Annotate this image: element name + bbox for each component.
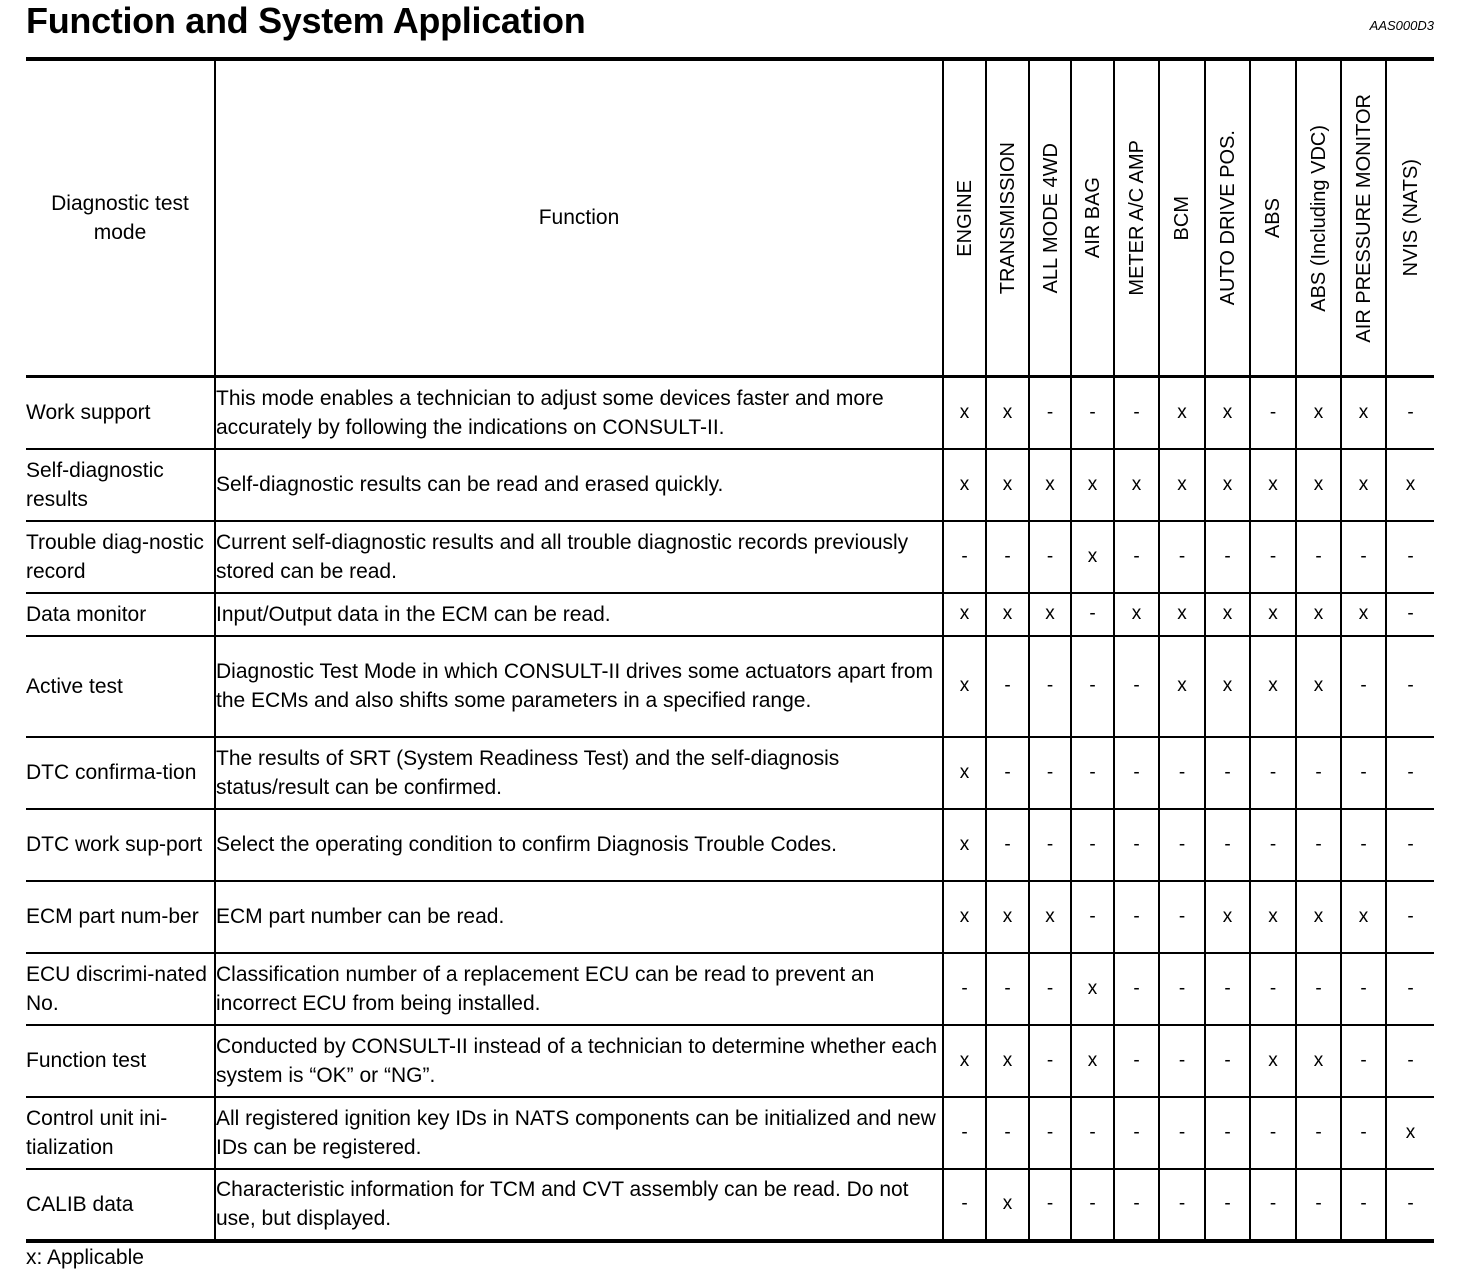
applicable-mark: x bbox=[1071, 449, 1114, 521]
not-applicable-mark: - bbox=[1159, 809, 1205, 881]
not-applicable-mark: - bbox=[1159, 953, 1205, 1025]
header-system-label: ALL MODE 4WD bbox=[1040, 142, 1062, 294]
not-applicable-mark: - bbox=[1071, 636, 1114, 737]
not-applicable-mark: - bbox=[943, 953, 986, 1025]
not-applicable-mark: - bbox=[1296, 1097, 1341, 1169]
not-applicable-mark: - bbox=[943, 1097, 986, 1169]
not-applicable-mark: - bbox=[1114, 881, 1159, 953]
applicable-mark: x bbox=[1386, 1097, 1434, 1169]
header-system-label: AIR BAG bbox=[1082, 177, 1104, 259]
not-applicable-mark: - bbox=[1071, 809, 1114, 881]
not-applicable-mark: - bbox=[1159, 881, 1205, 953]
not-applicable-mark: - bbox=[1205, 953, 1250, 1025]
applicable-mark: x bbox=[1205, 449, 1250, 521]
function-description-cell: Input/Output data in the ECM can be read. bbox=[215, 593, 943, 636]
not-applicable-mark: - bbox=[1205, 1025, 1250, 1097]
header-function: Function bbox=[215, 59, 943, 377]
header-system-label: TRANSMISSION bbox=[997, 141, 1019, 295]
table-row bbox=[26, 737, 1434, 809]
applicable-mark: x bbox=[1341, 881, 1386, 953]
function-description-cell: Classification number of a replacement ECU can be read to prevent an incorrect ECU from being installed. bbox=[215, 953, 943, 1025]
table-row bbox=[26, 1169, 1434, 1241]
not-applicable-mark: - bbox=[1341, 809, 1386, 881]
applicable-mark: x bbox=[943, 449, 986, 521]
not-applicable-mark: - bbox=[1114, 377, 1159, 449]
header-system bbox=[1296, 59, 1341, 377]
applicable-mark: x bbox=[1159, 593, 1205, 636]
header-system-label: NVIS (NATS) bbox=[1399, 159, 1422, 277]
not-applicable-mark: - bbox=[1341, 1169, 1386, 1241]
function-description-cell: Characteristic information for TCM and CVT assembly can be read. Do not use, but displayed. bbox=[215, 1169, 943, 1241]
function-description-cell: Diagnostic Test Mode in which CONSULT-II drives some actuators apart from the ECMs and also shifts some parameters in a specified range. bbox=[215, 636, 943, 737]
not-applicable-mark: - bbox=[1386, 1025, 1434, 1097]
diagnostic-mode-cell: Function test bbox=[26, 1025, 215, 1097]
header-system-label: AUTO DRIVE POS. bbox=[1216, 130, 1239, 306]
not-applicable-mark: - bbox=[1205, 1097, 1250, 1169]
not-applicable-mark: - bbox=[1250, 737, 1296, 809]
not-applicable-mark: - bbox=[1250, 377, 1296, 449]
legend-note: x: Applicable bbox=[26, 1246, 144, 1269]
document-code: AAS000D3 bbox=[1369, 18, 1434, 33]
table-row bbox=[26, 449, 1434, 521]
applicable-mark: x bbox=[1205, 881, 1250, 953]
not-applicable-mark: - bbox=[1071, 1169, 1114, 1241]
table-row bbox=[26, 881, 1434, 953]
not-applicable-mark: - bbox=[1205, 809, 1250, 881]
diagnostic-mode-cell: Self-diagnostic results bbox=[26, 449, 215, 521]
applicable-mark: x bbox=[1341, 593, 1386, 636]
applicable-mark: x bbox=[1386, 449, 1434, 521]
not-applicable-mark: - bbox=[1071, 737, 1114, 809]
not-applicable-mark: - bbox=[1029, 636, 1071, 737]
not-applicable-mark: - bbox=[1341, 953, 1386, 1025]
header-system bbox=[986, 59, 1029, 377]
not-applicable-mark: - bbox=[1114, 1025, 1159, 1097]
not-applicable-mark: - bbox=[1114, 953, 1159, 1025]
header-system bbox=[1386, 59, 1434, 377]
not-applicable-mark: - bbox=[986, 737, 1029, 809]
function-description-cell: Self-diagnostic results can be read and erased quickly. bbox=[215, 449, 943, 521]
table-row bbox=[26, 593, 1434, 636]
diagnostic-mode-cell: ECM part num-ber bbox=[26, 881, 215, 953]
applicable-mark: x bbox=[943, 377, 986, 449]
applicable-mark: x bbox=[1205, 377, 1250, 449]
not-applicable-mark: - bbox=[1114, 809, 1159, 881]
not-applicable-mark: - bbox=[986, 809, 1029, 881]
not-applicable-mark: - bbox=[1205, 1169, 1250, 1241]
applicable-mark: x bbox=[1296, 1025, 1341, 1097]
applicable-mark: x bbox=[1071, 1025, 1114, 1097]
header-system-label: ABS (Including VDC) bbox=[1307, 124, 1330, 312]
not-applicable-mark: - bbox=[1296, 953, 1341, 1025]
not-applicable-mark: - bbox=[1114, 1169, 1159, 1241]
not-applicable-mark: - bbox=[1159, 1097, 1205, 1169]
applicable-mark: x bbox=[943, 737, 986, 809]
not-applicable-mark: - bbox=[1296, 521, 1341, 593]
not-applicable-mark: - bbox=[1159, 1025, 1205, 1097]
table-row bbox=[26, 1025, 1434, 1097]
header-system bbox=[943, 59, 986, 377]
not-applicable-mark: - bbox=[1071, 593, 1114, 636]
applicable-mark: x bbox=[1159, 636, 1205, 737]
table-row bbox=[26, 953, 1434, 1025]
table-row bbox=[26, 1097, 1434, 1169]
applicable-mark: x bbox=[1159, 377, 1205, 449]
header-system bbox=[1341, 59, 1386, 377]
applicable-mark: x bbox=[943, 809, 986, 881]
not-applicable-mark: - bbox=[1114, 636, 1159, 737]
header-system bbox=[1114, 59, 1159, 377]
applicable-mark: x bbox=[943, 636, 986, 737]
table-row bbox=[26, 377, 1434, 449]
applicable-mark: x bbox=[1029, 449, 1071, 521]
not-applicable-mark: - bbox=[1250, 1169, 1296, 1241]
header-system-label: ABS bbox=[1262, 197, 1284, 239]
applicable-mark: x bbox=[1071, 953, 1114, 1025]
applicable-mark: x bbox=[986, 881, 1029, 953]
not-applicable-mark: - bbox=[1071, 881, 1114, 953]
page-title: Function and System Application bbox=[26, 0, 586, 41]
diagnostic-mode-cell: Data monitor bbox=[26, 593, 215, 636]
not-applicable-mark: - bbox=[986, 1097, 1029, 1169]
not-applicable-mark: - bbox=[1341, 1097, 1386, 1169]
diagnostic-mode-cell: Control unit ini-tialization bbox=[26, 1097, 215, 1169]
not-applicable-mark: - bbox=[1386, 636, 1434, 737]
applicable-mark: x bbox=[1296, 881, 1341, 953]
not-applicable-mark: - bbox=[1159, 1169, 1205, 1241]
not-applicable-mark: - bbox=[1341, 636, 1386, 737]
not-applicable-mark: - bbox=[986, 521, 1029, 593]
diagnostic-mode-cell: Active test bbox=[26, 636, 215, 737]
not-applicable-mark: - bbox=[1029, 737, 1071, 809]
not-applicable-mark: - bbox=[1071, 1097, 1114, 1169]
not-applicable-mark: - bbox=[1250, 521, 1296, 593]
not-applicable-mark: - bbox=[1296, 809, 1341, 881]
not-applicable-mark: - bbox=[1341, 521, 1386, 593]
applicable-mark: x bbox=[1296, 636, 1341, 737]
not-applicable-mark: - bbox=[1386, 809, 1434, 881]
applicable-mark: x bbox=[1114, 593, 1159, 636]
not-applicable-mark: - bbox=[1386, 521, 1434, 593]
not-applicable-mark: - bbox=[1296, 737, 1341, 809]
not-applicable-mark: - bbox=[1250, 953, 1296, 1025]
not-applicable-mark: - bbox=[943, 1169, 986, 1241]
not-applicable-mark: - bbox=[1386, 737, 1434, 809]
applicable-mark: x bbox=[1159, 449, 1205, 521]
not-applicable-mark: - bbox=[1029, 521, 1071, 593]
header-system-label: AIR PRESSURE MONITOR bbox=[1352, 93, 1375, 343]
function-system-table bbox=[26, 57, 1434, 1243]
function-description-cell: The results of SRT (System Readiness Test) and the self-diagnosis status/result can be confirmed. bbox=[215, 737, 943, 809]
function-description-cell: ECM part number can be read. bbox=[215, 881, 943, 953]
table-row bbox=[26, 809, 1434, 881]
not-applicable-mark: - bbox=[1341, 1025, 1386, 1097]
header-system bbox=[1205, 59, 1250, 377]
not-applicable-mark: - bbox=[1159, 521, 1205, 593]
applicable-mark: x bbox=[1205, 593, 1250, 636]
not-applicable-mark: - bbox=[1029, 1025, 1071, 1097]
applicable-mark: x bbox=[1341, 377, 1386, 449]
not-applicable-mark: - bbox=[986, 636, 1029, 737]
not-applicable-mark: - bbox=[1114, 1097, 1159, 1169]
diagnostic-mode-cell: ECU discrimi-nated No. bbox=[26, 953, 215, 1025]
not-applicable-mark: - bbox=[1205, 521, 1250, 593]
not-applicable-mark: - bbox=[1029, 1169, 1071, 1241]
table-row bbox=[26, 636, 1434, 737]
applicable-mark: x bbox=[986, 377, 1029, 449]
function-description-cell: Conducted by CONSULT-II instead of a technician to determine whether each system is “OK” or “NG”. bbox=[215, 1025, 943, 1097]
applicable-mark: x bbox=[986, 449, 1029, 521]
applicable-mark: x bbox=[1250, 1025, 1296, 1097]
header-diagnostic-test-mode: Diagnostic test mode bbox=[26, 59, 215, 377]
not-applicable-mark: - bbox=[1296, 1169, 1341, 1241]
header-system bbox=[1250, 59, 1296, 377]
not-applicable-mark: - bbox=[1029, 953, 1071, 1025]
not-applicable-mark: - bbox=[986, 953, 1029, 1025]
not-applicable-mark: - bbox=[943, 521, 986, 593]
not-applicable-mark: - bbox=[1250, 809, 1296, 881]
not-applicable-mark: - bbox=[1114, 737, 1159, 809]
not-applicable-mark: - bbox=[1386, 881, 1434, 953]
applicable-mark: x bbox=[1029, 593, 1071, 636]
not-applicable-mark: - bbox=[1029, 377, 1071, 449]
not-applicable-mark: - bbox=[1029, 1097, 1071, 1169]
header-system bbox=[1071, 59, 1114, 377]
not-applicable-mark: - bbox=[1071, 377, 1114, 449]
not-applicable-mark: - bbox=[1250, 1097, 1296, 1169]
applicable-mark: x bbox=[1250, 449, 1296, 521]
header-system-label: BCM bbox=[1171, 195, 1193, 241]
not-applicable-mark: - bbox=[1386, 377, 1434, 449]
applicable-mark: x bbox=[986, 1025, 1029, 1097]
not-applicable-mark: - bbox=[1341, 737, 1386, 809]
header-system bbox=[1029, 59, 1071, 377]
applicable-mark: x bbox=[943, 1025, 986, 1097]
applicable-mark: x bbox=[1296, 449, 1341, 521]
applicable-mark: x bbox=[986, 1169, 1029, 1241]
not-applicable-mark: - bbox=[1386, 953, 1434, 1025]
not-applicable-mark: - bbox=[1114, 521, 1159, 593]
header-system-label: METER A/C AMP bbox=[1125, 140, 1148, 296]
function-description-cell: Current self-diagnostic results and all trouble diagnostic records previously stored can be read. bbox=[215, 521, 943, 593]
table-row bbox=[26, 521, 1434, 593]
not-applicable-mark: - bbox=[1029, 809, 1071, 881]
function-description-cell: All registered ignition key IDs in NATS components can be initialized and new IDs can be registered. bbox=[215, 1097, 943, 1169]
diagnostic-mode-cell: DTC work sup-port bbox=[26, 809, 215, 881]
applicable-mark: x bbox=[1029, 881, 1071, 953]
applicable-mark: x bbox=[986, 593, 1029, 636]
header-system-label: ENGINE bbox=[954, 179, 976, 257]
applicable-mark: x bbox=[1296, 593, 1341, 636]
applicable-mark: x bbox=[1114, 449, 1159, 521]
header-system bbox=[1159, 59, 1205, 377]
applicable-mark: x bbox=[1341, 449, 1386, 521]
function-description-cell: Select the operating condition to confirm Diagnosis Trouble Codes. bbox=[215, 809, 943, 881]
applicable-mark: x bbox=[1250, 881, 1296, 953]
applicable-mark: x bbox=[1071, 521, 1114, 593]
applicable-mark: x bbox=[943, 881, 986, 953]
not-applicable-mark: - bbox=[1205, 737, 1250, 809]
not-applicable-mark: - bbox=[1159, 737, 1205, 809]
applicable-mark: x bbox=[1250, 636, 1296, 737]
table-body bbox=[26, 377, 1434, 1241]
applicable-mark: x bbox=[1296, 377, 1341, 449]
diagnostic-mode-cell: CALIB data bbox=[26, 1169, 215, 1241]
not-applicable-mark: - bbox=[1386, 593, 1434, 636]
diagnostic-mode-cell: DTC confirma-tion bbox=[26, 737, 215, 809]
diagnostic-mode-cell: Trouble diag-nostic record bbox=[26, 521, 215, 593]
applicable-mark: x bbox=[943, 593, 986, 636]
function-description-cell: This mode enables a technician to adjust some devices faster and more accurately by following the indications on CONSULT-II. bbox=[215, 377, 943, 449]
header-row bbox=[26, 59, 1434, 377]
not-applicable-mark: - bbox=[1386, 1169, 1434, 1241]
diagnostic-mode-cell: Work support bbox=[26, 377, 215, 449]
applicable-mark: x bbox=[1250, 593, 1296, 636]
applicable-mark: x bbox=[1205, 636, 1250, 737]
